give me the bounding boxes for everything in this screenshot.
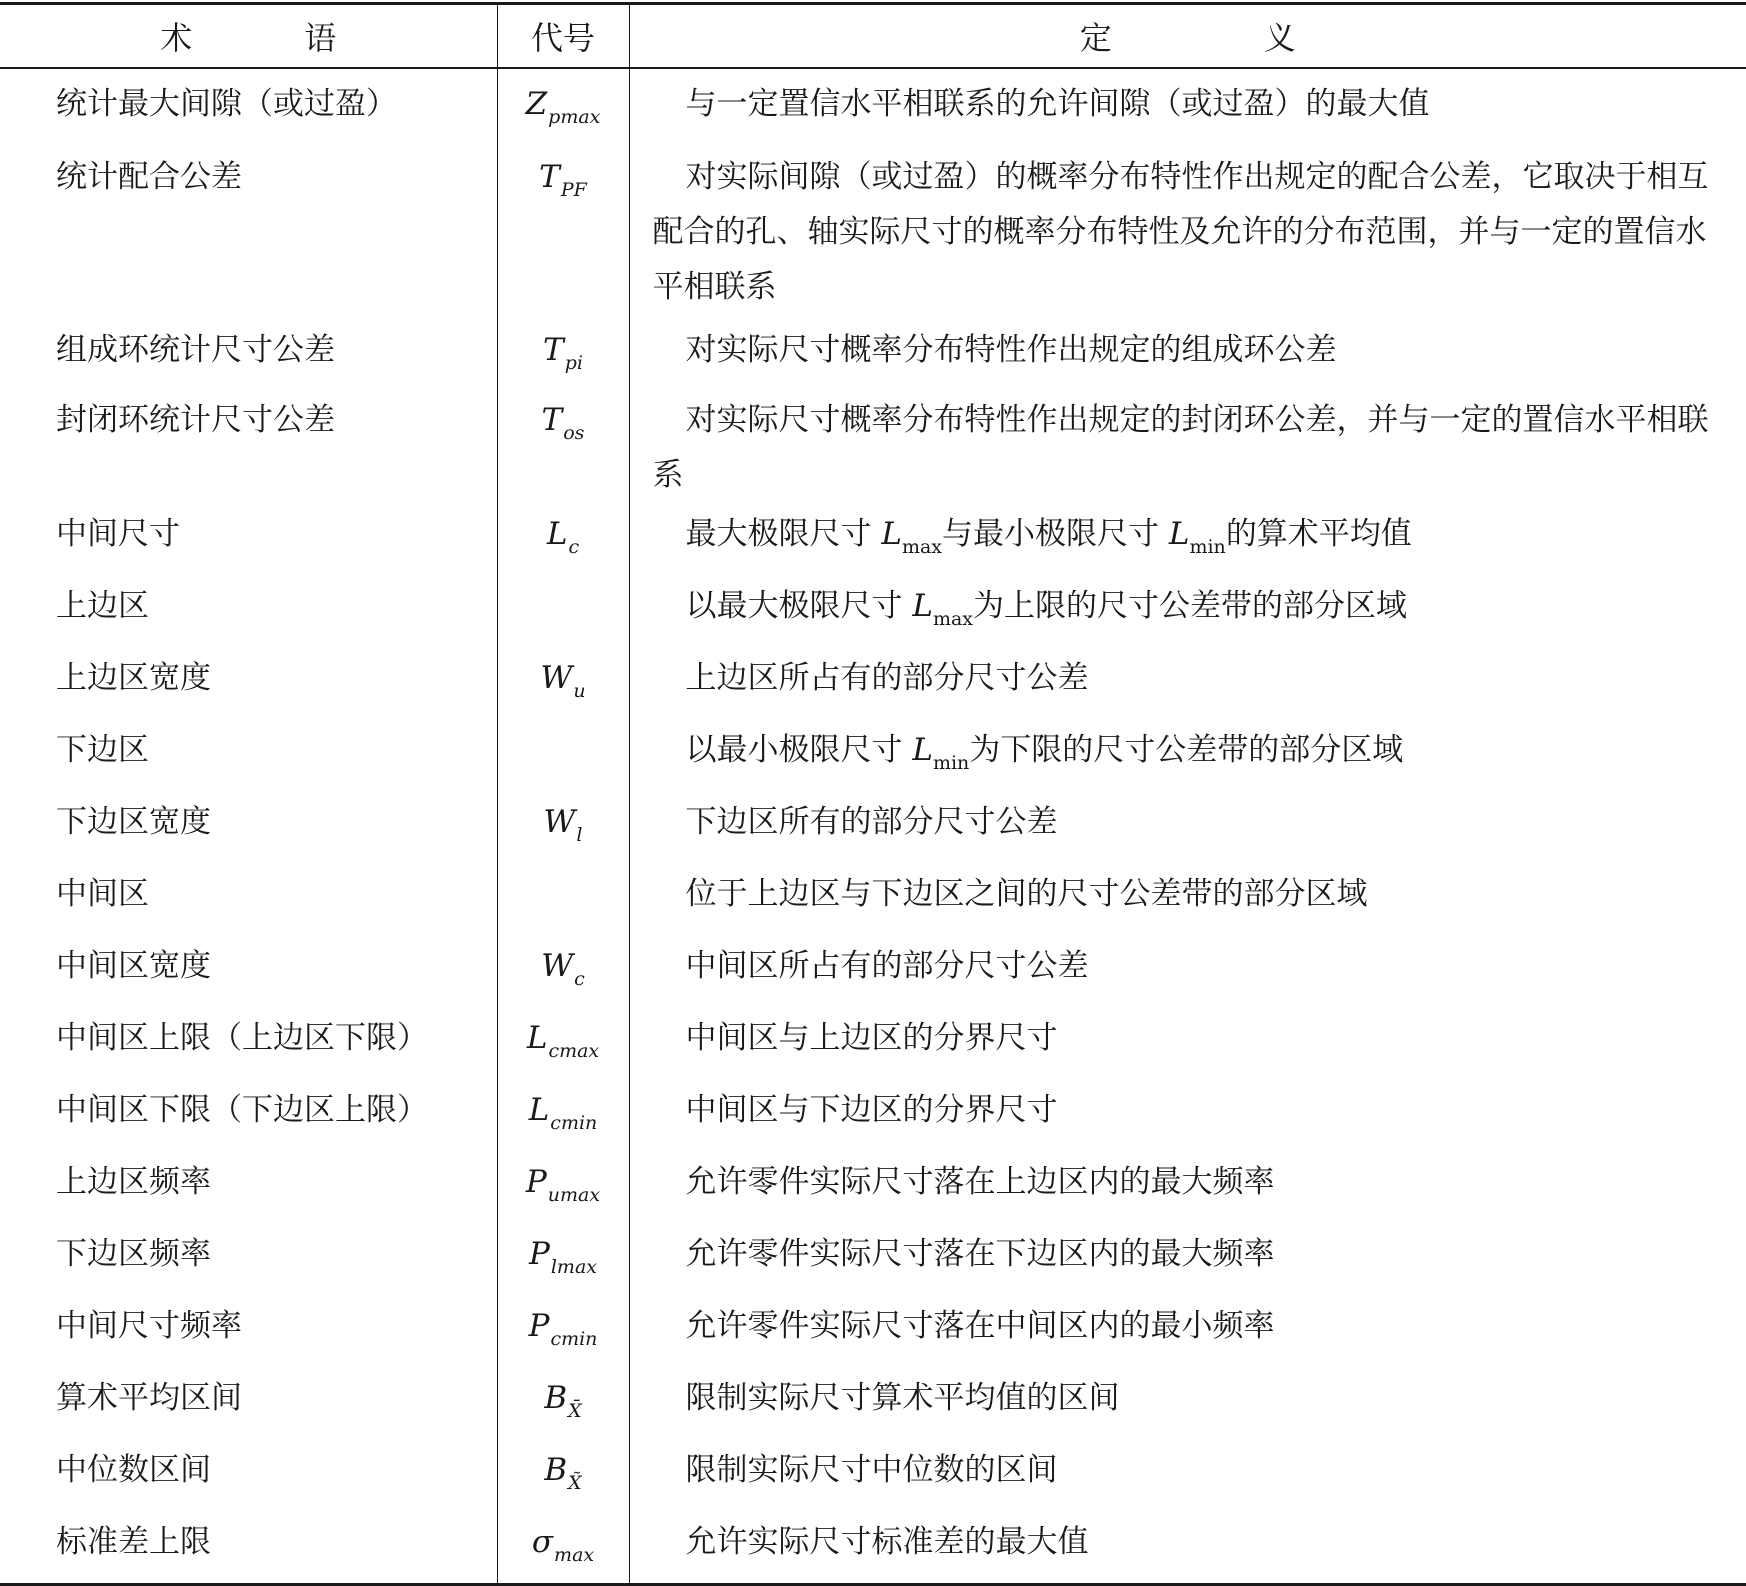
code-sub: u: [573, 679, 586, 702]
code-main: T: [543, 331, 564, 368]
term-cell: 中间区上限（上边区下限）: [56, 1019, 428, 1056]
code-sub: X̃: [568, 1471, 582, 1494]
term-cell: 中间区: [56, 875, 149, 912]
definition-cell: 位于上边区与下边区之间的尺寸公差带的部分区域: [629, 863, 1746, 935]
table-row: [0, 1151, 1746, 1223]
definition-text: 以最小极限尺寸: [685, 731, 913, 768]
table-header: [0, 4, 1746, 68]
code-cell: [497, 1007, 629, 1079]
code-cell: [497, 791, 629, 863]
definition-cell: 限制实际尺寸中位数的区间: [629, 1439, 1746, 1511]
definition-cell: 中间区与下边区的分界尺寸: [629, 1079, 1746, 1151]
definition-cell: 允许零件实际尺寸落在上边区内的最大频率: [629, 1151, 1746, 1223]
table-row: [0, 145, 1746, 318]
symbol-l: L: [912, 587, 933, 624]
code-cell: [497, 145, 629, 318]
symbol-l: L: [881, 515, 902, 552]
code-main: W: [541, 947, 574, 984]
header-term: 术 语: [0, 4, 497, 68]
term-cell: 下边区: [56, 731, 149, 768]
term-cell: 上边区: [56, 587, 149, 624]
code-cell: [497, 1151, 629, 1223]
definition-cell: 上边区所占有的部分尺寸公差: [629, 647, 1746, 719]
code-main: L: [526, 1019, 548, 1056]
symbol-l: L: [1168, 515, 1190, 552]
code-main: L: [528, 1091, 550, 1128]
definition-cell: [629, 719, 1746, 791]
definition-cell: 对实际尺寸概率分布特性作出规定的组成环公差: [629, 318, 1746, 391]
code-sub: PF: [560, 178, 587, 201]
table-row: [0, 863, 1746, 935]
code-main: T: [539, 158, 560, 195]
definition-text: 最大极限尺寸: [685, 515, 882, 552]
definition-cell: [629, 503, 1746, 575]
table-row: [0, 1439, 1746, 1511]
code-sub: cmin: [550, 1327, 598, 1350]
symbol-sub: min: [1189, 535, 1226, 558]
code-main: B: [544, 1379, 568, 1416]
definition-text: 与最小极限尺寸: [942, 515, 1169, 552]
table-row: [0, 1223, 1746, 1295]
code-cell: [497, 935, 629, 1007]
term-cell: 组成环统计尺寸公差: [56, 331, 335, 368]
term-cell: 统计最大间隙（或过盈）: [56, 85, 397, 122]
symbol-sub: max: [901, 535, 943, 558]
code-sub: X̄: [568, 1399, 582, 1422]
code-sub: c: [574, 967, 585, 990]
code-sub: cmin: [550, 1111, 598, 1134]
term-cell: 中间尺寸: [56, 515, 180, 552]
table-row: [0, 1007, 1746, 1079]
code-main: W: [543, 803, 576, 840]
definition-text: 的算术平均值: [1225, 515, 1412, 552]
code-sub: lmax: [550, 1255, 597, 1278]
term-cell: 上边区频率: [56, 1163, 211, 1200]
code-sub: max: [554, 1543, 595, 1566]
symbol-sub: min: [932, 751, 970, 774]
code-cell: [497, 1079, 629, 1151]
table-row: [0, 68, 1746, 145]
term-cell: 算术平均区间: [56, 1379, 242, 1416]
code-main: P: [528, 1307, 550, 1344]
table-row: [0, 791, 1746, 863]
table-row: [0, 647, 1746, 719]
code-cell: [497, 863, 629, 935]
symbol-sub: max: [932, 607, 974, 630]
code-sub: umax: [547, 1183, 601, 1206]
table-row: [0, 391, 1746, 503]
definition-cell: 中间区与上边区的分界尺寸: [629, 1007, 1746, 1079]
code-main: W: [540, 659, 573, 696]
code-cell: [497, 647, 629, 719]
definition-cell: 下边区所有的部分尺寸公差: [629, 791, 1746, 863]
definition-text: 为上限的尺寸公差带的部分区域: [973, 587, 1408, 624]
table-row: [0, 935, 1746, 1007]
table-row: [0, 1295, 1746, 1367]
code-cell: [497, 1223, 629, 1295]
term-cell: 封闭环统计尺寸公差: [56, 401, 335, 438]
code-main: σ: [531, 1523, 554, 1560]
code-main: Z: [525, 85, 548, 122]
code-sub: cmax: [548, 1039, 600, 1062]
definition-cell: 限制实际尺寸算术平均值的区间: [629, 1367, 1746, 1439]
code-sub: c: [568, 535, 580, 558]
table-row: [0, 503, 1746, 575]
header-code: 代号: [497, 4, 629, 68]
table-row: [0, 719, 1746, 791]
definition-text: 以最大极限尺寸: [685, 587, 913, 624]
definition-cell: 对实际间隙（或过盈）的概率分布特性作出规定的配合公差，它取决于相互配合的孔、轴实际尺寸的概率分布特性及允许的分布范围，并与一定的置信水平相联系: [629, 145, 1746, 318]
table-row: [0, 1367, 1746, 1439]
definition-cell: 允许零件实际尺寸落在下边区内的最大频率: [629, 1223, 1746, 1295]
code-cell: [497, 68, 629, 145]
code-main: P: [525, 1163, 547, 1200]
term-cell: 下边区宽度: [56, 803, 211, 840]
table-row: [0, 1511, 1746, 1585]
code-cell: [497, 1367, 629, 1439]
term-cell: 中间区下限（下边区上限）: [56, 1091, 428, 1128]
table-row: [0, 1079, 1746, 1151]
definition-cell: 中间区所占有的部分尺寸公差: [629, 935, 1746, 1007]
header-definition: 定 义: [629, 4, 1746, 68]
code-sub: pi: [564, 351, 583, 374]
definition-text: 为下限的尺寸公差带的部分区域: [969, 731, 1404, 768]
term-cell: 下边区频率: [56, 1235, 211, 1272]
code-main: L: [546, 515, 568, 552]
definition-cell: 允许实际尺寸标准差的最大值: [629, 1511, 1746, 1585]
term-cell: 中间尺寸频率: [56, 1307, 242, 1344]
term-cell: 上边区宽度: [56, 659, 211, 696]
code-sub: l: [576, 823, 583, 846]
code-cell: [497, 1295, 629, 1367]
table-row: [0, 575, 1746, 647]
table-row: [0, 318, 1746, 391]
definition-cell: [629, 575, 1746, 647]
code-cell: [497, 1439, 629, 1511]
definition-cell: 对实际尺寸概率分布特性作出规定的封闭环公差，并与一定的置信水平相联系: [629, 391, 1746, 503]
code-main: T: [541, 401, 563, 438]
terms-table: [0, 2, 1746, 1586]
code-cell: [497, 503, 629, 575]
code-sub: os: [563, 421, 585, 444]
term-cell: 中位数区间: [56, 1451, 211, 1488]
code-cell: [497, 575, 629, 647]
code-cell: [497, 719, 629, 791]
definition-cell: 与一定置信水平相联系的允许间隙（或过盈）的最大值: [629, 68, 1746, 145]
code-sub: pmax: [548, 105, 601, 128]
term-cell: 中间区宽度: [56, 947, 211, 984]
term-cell: 统计配合公差: [56, 158, 242, 195]
code-main: P: [529, 1235, 550, 1272]
term-cell: 标准差上限: [0, 1511, 497, 1585]
code-main: B: [544, 1451, 568, 1488]
code-cell: [497, 318, 629, 391]
symbol-l: L: [912, 731, 933, 768]
definition-cell: 允许零件实际尺寸落在中间区内的最小频率: [629, 1295, 1746, 1367]
code-cell: [497, 1511, 629, 1585]
code-cell: [497, 391, 629, 503]
